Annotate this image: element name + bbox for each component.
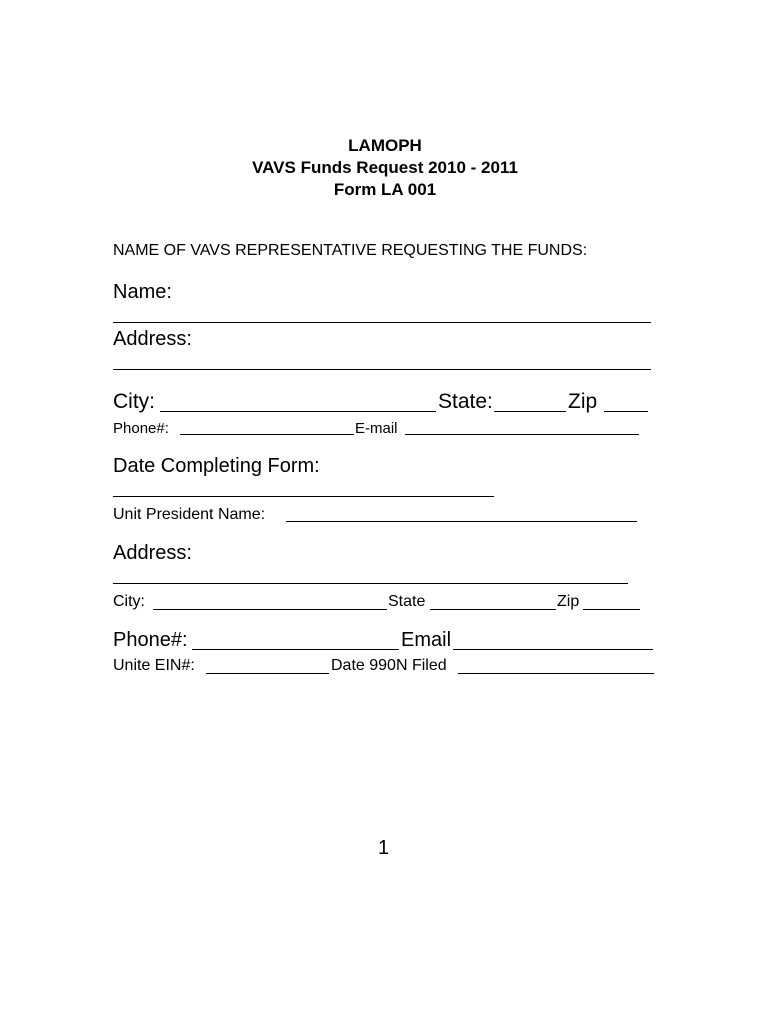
rep-state-label: State: (438, 390, 493, 413)
rep-email-field[interactable] (405, 434, 639, 435)
rep-name-field[interactable] (113, 322, 651, 323)
rep-phone-field[interactable] (180, 434, 354, 435)
president-name-field[interactable] (286, 521, 637, 522)
org-heading: LAMOPH (348, 136, 422, 155)
page-number: 1 (378, 837, 390, 859)
rep-city-label: City: (113, 390, 155, 413)
president-state-field[interactable] (430, 609, 556, 610)
rep-zip-label: Zip (568, 390, 598, 413)
date-990n-label: Date 990N Filed (331, 657, 447, 674)
rep-state-field[interactable] (494, 411, 566, 412)
president-phone-field[interactable] (192, 649, 399, 650)
president-zip-label: Zip (557, 593, 580, 610)
rep-zip-field[interactable] (604, 411, 648, 412)
president-email-label: Email (401, 629, 452, 651)
rep-address-label: Address: (113, 328, 192, 350)
rep-phone-label: Phone#: (113, 420, 169, 437)
president-state-label: State (388, 593, 426, 610)
ein-label: Unite EIN#: (113, 657, 195, 674)
rep-name-label: Name: (113, 281, 172, 303)
president-city-field[interactable] (153, 609, 387, 610)
date-completing-field[interactable] (113, 496, 494, 497)
ein-field[interactable] (206, 673, 329, 674)
form-title: VAVS Funds Request 2010 - 2011 (252, 158, 518, 177)
form-id: Form LA 001 (333, 180, 437, 199)
intro-text: NAME OF VAVS REPRESENTATIVE REQUESTING THE FUNDS: (113, 242, 588, 259)
rep-address-field[interactable] (113, 369, 651, 370)
rep-email-label: E-mail (355, 420, 398, 437)
president-zip-field[interactable] (583, 609, 640, 610)
president-city-label: City: (113, 593, 145, 610)
president-name-label: Unit President Name: (113, 506, 266, 523)
date-990n-field[interactable] (458, 673, 654, 674)
president-phone-label: Phone#: (113, 629, 188, 651)
president-address-field[interactable] (113, 583, 628, 584)
president-email-field[interactable] (453, 649, 653, 650)
president-address-label: Address: (113, 542, 192, 564)
rep-city-field[interactable] (160, 411, 436, 412)
date-completing-label: Date Completing Form: (113, 455, 320, 477)
